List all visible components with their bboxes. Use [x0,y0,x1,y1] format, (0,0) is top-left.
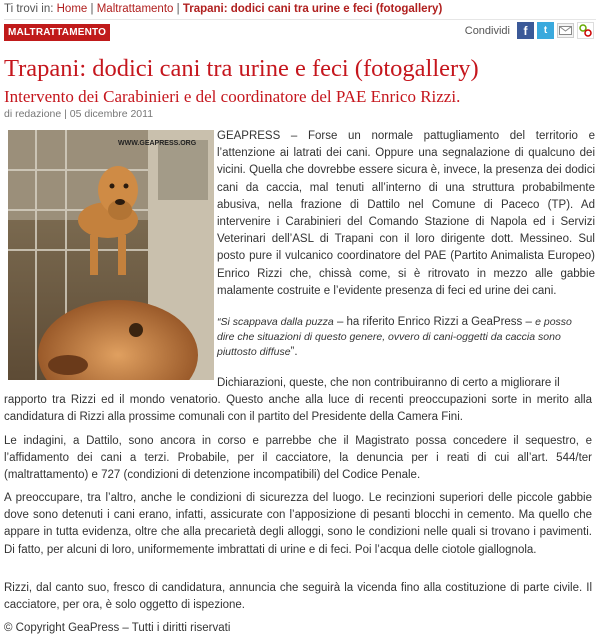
breadcrumb-section-link[interactable]: Maltrattamento [96,3,174,15]
article-paragraph-5: Rizzi, dal canto suo, fresco di candidatura, annuncia che seguirà la vicenda fino alla costituzione di parte civile. Il cacciatore, per ora, è solo oggetto di ispezione. [4,582,592,612]
article-paragraph-3: Le indagini, a Dattilo, sono ancora in corso e parrebbe che il Magistrato possa concedere il sequestro, e l’affidamento dei cani a terzi. Probabile, per il cacciatore, la denuncia per i reati di cui all’art. 544/ter (maltrattamento) e 727 (condizioni di detenzione incompatibili) del Codice Penale. [4,435,592,482]
article-subtitle: Intervento dei Carabinieri e del coordinatore del PAE Enrico Rizzi. [4,87,461,106]
paragraph-2-first-line: Dichiarazioni, queste, che non contribuiranno di certo a migliorare il [217,377,560,389]
article-paragraph-4: A preoccupare, tra l’altro, anche le condizioni di sicurezza del luogo. Le recinzioni superiori delle piccole gabbie dove sono detenuti i cani erano, infatti, assicurate con l’apposizione di pesanti blocchi in cemento. Ma quello che appare in tutta evidenza, oltre che alla precarietà degli alloggi, sono le condizioni nelle quali si trovano i pavimenti. Di fatto, per alcuni di loro, uniformemente imbrattati di urine e di feci. Poi l’acqua delle ciotole giallognola. [4,492,592,556]
photo-watermark: WWW.GEAPRESS.ORG [118,140,197,147]
facebook-icon[interactable]: f [517,22,534,39]
quote-close: ”. [290,346,298,358]
category-badge[interactable]: MALTRATTAMENTO [4,24,110,41]
email-icon[interactable] [557,23,574,38]
article-paragraph-2 [4,375,592,427]
breadcrumb-current: Trapani: dodici cani tra urine e feci (fotogallery) [182,3,443,15]
article-title: Trapani: dodici cani tra urine e feci (fotogallery) [4,55,479,82]
share-bar [465,22,594,39]
paragraph-2-rest: rapporto tra Rizzi ed il mondo venatorio. Questo anche alla luce di recenti preoccupazioni sorte in merito alla candidatura di Rizzi alla prossime comunali con il partito del Presidente della Camera Fini. [4,394,592,424]
article-photo[interactable] [8,130,214,380]
copyright-notice: © Copyright GeaPress – Tutti i diritti riservati [4,622,231,634]
article-byline: di redazione | 05 dicembre 2011 [4,108,154,120]
article-quote [217,315,591,360]
breadcrumb-prefix: Ti trovi in: [4,3,54,15]
share-label: Condividi [464,24,510,37]
twitter-icon[interactable]: t [537,22,554,39]
breadcrumb: Ti trovi in: Home | Maltrattamento | Trapani: dodici cani tra urine e feci (fotogallery) [4,3,443,15]
quote-attribution: – ha riferito Enrico Rizzi a GeaPress – [333,316,536,328]
quote-open: “Si scappava dalla puzza [217,316,334,328]
quote-body: e posso dire che situazioni di questo genere, ovvero di cani-oggetti da caccia sono piuttosto diffuse [217,316,572,358]
breadcrumb-home-link[interactable]: Home [56,3,88,15]
oknotizie-icon[interactable] [577,22,594,39]
header-divider [4,19,596,20]
article-paragraph-1: GEAPRESS – Forse un normale pattugliamento del territorio e l’attenzione ai latrati dei cani. Oppure una segnalazione di qualcuno dei vicini. Quella che dovrebbe essere sicura è, invece, la presenza dei dodici cani da caccia, mal tenuti all’interno di una struttura probabilmente abusiva, nella frazione di Dattilo nel Comune di Paceco (TP). Ad intervenire i Carabinieri del Comando Stazione di Napola ed i Servizi Veterinari dell’ASL di Trapani con il loro dirigente dott. Messineo. Sul posto pure il vulcanico coordinatore del PAE (Partito Animalista Europeo) Enrico Rizzi che, chissà come, si è ritrovato in mezzo alle gabbie malamente costruite e l’evidente presenza di feci ed urine dei cani. [217,130,595,297]
